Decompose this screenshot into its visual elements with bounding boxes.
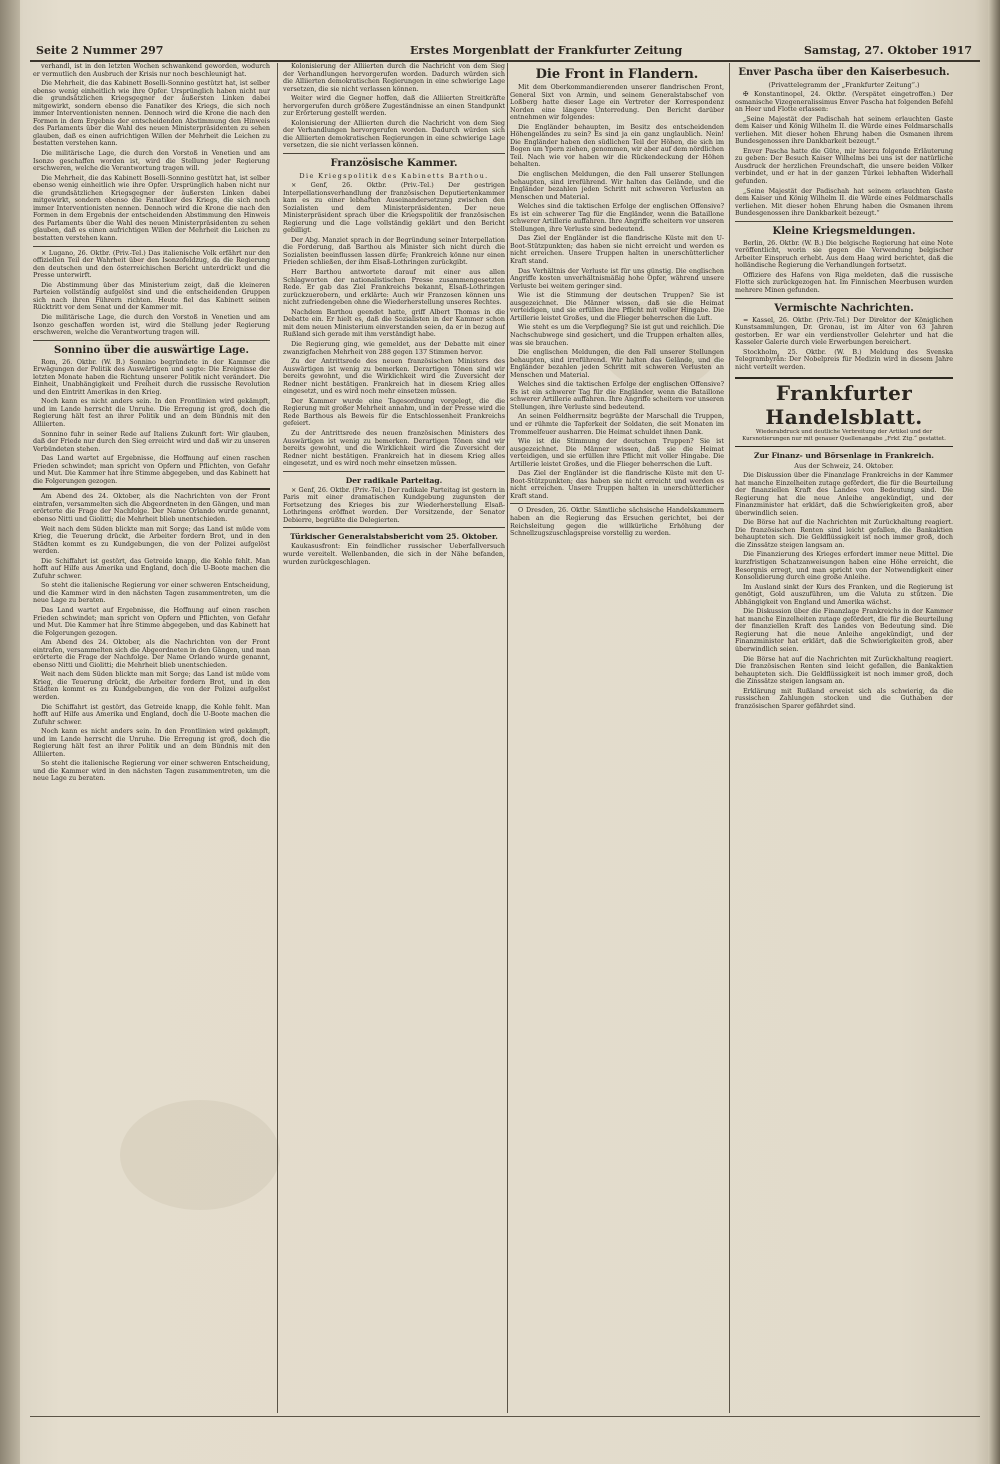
article-paragraph: Das Verhältnis der Verluste ist für uns günstig. Die englischen Angriffe kosten unverhältnismäßig hohe Opfer, während unsere Verluste bei weitem geringer sind. <box>510 266 724 290</box>
section-title: Frankfurter Handelsblatt. <box>765 381 923 430</box>
article-paragraph: O Dresden, 26. Oktbr. Sämtliche sächsische Handelskammern haben an die Regierung das Ersuchen gerichtet, bei der Reichsleitung gegen die willkürliche Erhöhung der Schnellzugszuschlagspreise vorstellig zu werden. <box>510 506 724 538</box>
article-paragraph: Nachdem Barthou geendet hatte, griff Albert Thomas in die Debatte ein. Er hielt es, daß die Sozialisten in der Kammer schon mit dem neuen Ministerium einverstanden seien, da er in bezug auf Rußland sich gerade mit ihm verständigt habe. <box>283 307 505 339</box>
article-paragraph: Rom, 26. Oktbr. (W. B.) Sonnino begründete in der Kammer die Erwägungen der Politik des Auswärtigen und sagte: Die Ereignisse der letzten Monate haben die Richtung unserer Politik nicht verändert. Die Einheit, Unabhängigkeit und Freiheit durch die russische Revolution und den Eintritt Amerikas in den Krieg. <box>33 357 270 396</box>
article-paragraph: Weit nach dem Süden blickte man mit Sorge; das Land ist müde vom Krieg, die Teuerung drückt, die Arbeiter fordern Brot, und in den Städten kommt es zu Kundgebungen, die von der Polizei aufgelöst werden. <box>33 670 270 702</box>
article-headline: Kleine Kriegsmeldungen. <box>772 225 916 237</box>
article-paragraph: × Genf, 26. Oktbr. (Priv.-Tel.) Der gestrigen Interpellationsverhandlung der französischen Deputiertenkammer kam es zu einer lebhaften Auseinandersetzung zwischen den Sozialisten und dem Ministerpräsidenten. Der neue Ministerpräsident sprach über die Kriegspolitik der französischen Regierung und die Lage vollständig geklärt und den Bericht gebilligt. <box>283 181 505 235</box>
article-subheadline: Die Kriegspolitik des Kabinetts Barthou. <box>299 172 489 181</box>
article-paragraph: Die Abstimmung über das Ministerium zeigt, daß die kleineren Parteien vollständig aufgelöst sind und die entscheidenden Gruppen sich nach ihren Führern richten. Heute fiel das Kabinett seinen Rücktritt vor dem Senat und der Kammer mit. <box>33 280 270 312</box>
column-3 <box>510 63 724 1415</box>
article-paragraph: Sonnino fuhr in seiner Rede auf Italiens Zukunft fort: Wir glauben, daß der Friede nur durch den Sieg erreicht wird und daß wir zu unseren Verbündeten stehen. <box>33 429 270 453</box>
article-paragraph: Weit nach dem Süden blickte man mit Sorge; das Land ist müde vom Krieg, die Teuerung drückt, die Arbeiter fordern Brot, und in den Städten kommt es zu Kundgebungen, die von der Polizei aufgelöst werden. <box>33 524 270 556</box>
article-paragraph: Herr Barthou antwortete darauf mit einer aus allen Schlagworten der nationalistischen Presse zusammengesetzten Rede. Er gab das Ziel Frankreichs bekannt, Elsaß-Lothringen zurückzuerobern, und erklärte: Auch wir Franzosen können uns nicht zufriedengeben ohne die Wiederherstellung unseres Rechtes. <box>283 268 505 307</box>
article-paragraph: × Lugano, 26. Oktbr. (Priv.-Tel.) Das italienische Volk erfährt nur den offiziellen Teil der Wahrheit über den Isonzofeldzug, da die Regierung den deutschen und den österreichischen Bericht unterdrückt und die Presse unterwirft. <box>33 248 270 280</box>
article-headline: Zur Finanz- und Börsenlage in Frankreich. <box>753 451 935 460</box>
issue-date: Samstag, 27. Oktober 1917 <box>804 44 972 57</box>
article-paragraph: Im Ausland sinkt der Kurs des Franken, und die Regierung ist genötigt, Gold auszuführen, um die Valuta zu stützen. Die Abhängigkeit von England und Amerika wächst. <box>735 582 953 606</box>
footer-rule <box>30 1416 980 1417</box>
article-paragraph: Kaukasusfront: Ein feindlicher russischer Ueberfallversuch wurde vereitelt. Wellenbanden, die sich in der Nähe befanden, wurden zurückgeschlagen. <box>283 542 505 566</box>
article-paragraph: Wie ist die Stimmung der deutschen Truppen? Sie ist ausgezeichnet. Die Männer wissen, daß sie die Heimat verteidigen, und sie erfüllen ihre Pflicht mit voller Hingabe. Die Artillerie leistet Großes, und die Flieger beherrschen die Luft. <box>510 437 724 468</box>
article-paragraph: Die Finanzierung des Krieges erfordert immer neue Mittel. Die kurzfristigen Schatzanweisungen haben eine Höhe erreicht, die Besorgnis erregt, und man spricht von der Notwendigkeit einer Konsolidierung durch eine große Anleihe. <box>735 550 953 582</box>
article-paragraph: Zu der Antrittsrede des neuen französischen Ministers des Auswärtigen ist wenig zu bemerken. Derartigen Tönen sind wir bereits gewohnt, und die Wirklichkeit wird die Zuversicht der Redner nicht bestätigen. Frankreich hat in diesem Krieg alles eingesetzt, und es wird noch mehr einsetzen müssen. <box>283 428 505 468</box>
article-headline: Sonnino über die auswärtige Lage. <box>54 344 249 356</box>
section-divider <box>33 488 270 490</box>
article-dateline: Aus der Schweiz, 24. Oktober. <box>794 462 894 470</box>
article-paragraph: Noch kann es nicht anders sein. In den Frontlinien wird gekämpft, und im Lande herrscht die Unruhe. Die Erregung ist groß, doch die Regierung hält fest an ihrer Politik und an dem Bündnis mit den Alliierten. <box>33 727 270 758</box>
page-header <box>30 44 980 60</box>
article-paragraph: Welches sind die taktischen Erfolge der englischen Offensive? Es ist ein schwerer Tag für die Engländer, wenn die Bataillone schwerer Artillerie auffahren. Ihre Angriffe scheitern vor unseren Stellungen, ihre Verluste sind bedeutend. <box>510 380 724 411</box>
column-2 <box>283 63 505 1415</box>
newspaper-title: Erstes Morgenblatt der Frankfurter Zeitung <box>410 44 683 57</box>
article-paragraph: = Kassel, 26. Oktbr. (Priv.-Tel.) Der Direktor der Königlichen Kunstsammlungen, Dr. Gronau, ist im Alter von 63 Jahren gestorben. Er war ein verdienstvoller Gelehrter und hat die Kasseler Galerie durch viele Erwerbungen bereichert. <box>735 315 953 347</box>
article-subheadline: (Privattelegramm der „Frankfurter Zeitung“.) <box>768 81 920 89</box>
article-paragraph: Das Land wartet auf Ergebnisse, die Hoffnung auf einen raschen Frieden schwindet; man spricht von Opfern und Pflichten, von Gefahr und Mut. Die Kammer hat ihre Stimme abgegeben, und das Kabinett hat die Folgerungen gezogen. <box>33 606 270 637</box>
section-divider <box>735 221 953 222</box>
article-paragraph: An seinen Feldherrnsitz begrüßte der Marschall die Truppen, und er rühmte die Tapferkeit der Soldaten, die seit Monaten im Trommelfeuer ausharren. Die Heimat schuldet ihnen Dank. <box>510 412 724 436</box>
article-headline: Enver Pascha über den Kaiserbesuch. <box>738 67 950 78</box>
page-number-label: Seite 2 Nummer 297 <box>36 44 164 57</box>
article-paragraph: Der Kammer wurde eine Tagesordnung vorgelegt, die die Regierung mit großer Mehrheit annahm, und in der Presse wird die Rede Barthous als Beweis für die Entschlossenheit Frankreichs gefeiert. <box>283 396 505 428</box>
article-paragraph: Die Mehrheit, die das Kabinett Boselli-Sonnino gestützt hat, ist selber ebenso wenig einheitlich wie ihre Opfer. Ursprünglich haben nicht nur die grundsätzlichen Kriegsgegner der äußersten Linken dabei mitgewirkt, sondern ebenso die Fanatiker des Kriegs, die sich noch immer Interventionisten nennen. Dennoch wird die Krone die nach den Formen in dem Ergebnis der entscheidenden Abstimmung den Hinweis des Parlaments über die Wahl des neuen Ministerpräsidenten zu sehen glauben, daß es einen aufrichtigen Willen der Mehrheit die Leichen zu bestatten verstehen kann. <box>33 79 270 148</box>
article-paragraph: Die Diskussion über die Finanzlage Frankreichs in der Kammer hat manche Einzelheiten zutage gefördert, die für die Beurteilung der finanziellen Kraft des Landes von Bedeutung sind. Die Regierung hat die neue Anleihe angekündigt, und der Finanzminister hat erklärt, daß die Schwierigkeiten groß, aber überwindlich seien. <box>735 607 953 654</box>
column-4 <box>735 63 953 1415</box>
section-notice: Wiederabdruck und deutliche Verbreitung der Artikel und der Kursnotierungen nur mit genauer Quellenangabe „Frkf. Ztg.“ gestattet. <box>742 429 946 443</box>
article-paragraph: Am Abend des 24. Oktober, als die Nachrichten von der Front eintrafen, versammelten sich die Abgeordneten in den Gängen, und man erörterte die Frage der Nachfolge. Der Name Orlando wurde genannt, ebenso Nitti und Giolitti; die Mehrheit blieb unentschieden. <box>33 492 270 523</box>
article-paragraph: Enver Pascha hatte die Güte, mir hierzu folgende Erläuterung zu geben: Der Besuch Kaiser Wilhelms bei uns ist der natürliche Ausdruck der herzlichen Freundschaft, die unsere beiden Völker verbindet, und er hat in der ganzen Türkei lebhaften Widerhall gefunden. <box>735 146 953 186</box>
article-paragraph: Die Schiffahrt ist gestört, das Getreide knapp, die Kohle fehlt. Man hofft auf Hilfe aus Amerika und England, doch die U-Boote machen die Zufuhr schwer. <box>33 556 270 580</box>
article-paragraph: Kolonisierung der Alliierten durch die Nachricht von dem Sieg der Verhandlungen hervorgerufen worden. Dadurch würden sich die Alliierten demokratischen Regierungen in eine schwierige Lage versetzen, die sie nicht verlassen können. <box>283 118 505 150</box>
column-separator <box>277 63 278 1413</box>
article-headline: Der radikale Parteitag. <box>345 475 443 485</box>
article-paragraph: × Genf, 26. Oktbr. (Priv.-Tel.) Der radikale Parteitag ist gestern in Paris mit einer dramatischen Kundgebung zugunsten der Fortsetzung des Krieges bis zur Wiederherstellung Elsaß-Lothringens eröffnet worden. Der Vorsitzende, der Senator Debierre, begrüßte die Delegierten. <box>283 485 505 524</box>
page-right-edge <box>988 0 1000 1464</box>
column-separator <box>507 63 508 1413</box>
article-paragraph: Die militärische Lage, die durch den Vorstoß in Venetien und am Isonzo geschaffen worden ist, wird die Stellung jeder Regierung erschweren, welche die Verantwortung tragen will. <box>33 149 270 173</box>
article-paragraph: „Seine Majestät der Padischah hat seinem erlauchten Gaste dem Kaiser und König Wilhelm II. die Würde eines Feldmarschalls verliehen. Mit dieser hohen Ehrung haben die Osmanen ihrem Bundesgenossen ihre Dankbarkeit bezeugt.“ <box>735 114 953 146</box>
section-divider <box>510 503 724 504</box>
article-paragraph: Offiziere des Hafens von Riga meldeten, daß die russische Flotte sich zurückgezogen hat. Im Finnischen Meerbusen wurden mehrere Minen gefunden. <box>735 270 953 295</box>
article-paragraph: Die Mehrheit, die das Kabinett Boselli-Sonnino gestützt hat, ist selber ebenso wenig einheitlich wie ihre Opfer. Ursprünglich haben nicht nur die grundsätzlichen Kriegsgegner der äußersten Linken dabei mitgewirkt, sondern ebenso die Fanatiker des Kriegs, die sich noch immer Interventionisten nennen. Dennoch wird die Krone die nach den Formen in dem Ergebnis der entscheidenden Abstimmung den Hinweis des Parlaments über die Wahl des neuen Ministerpräsidenten zu sehen glauben, daß es einen aufrichtigen Willen der Mehrheit die Leichen zu bestatten verstehen kann. <box>33 173 270 243</box>
article-paragraph: Noch kann es nicht anders sein. In den Frontlinien wird gekämpft, und im Lande herrscht die Unruhe. Die Erregung ist groß, doch die Regierung hält fest an ihrer Politik und an dem Bündnis mit den Alliierten. <box>33 397 270 428</box>
article-paragraph: Die Engländer behaupten, im Besitz des entscheidenden Höhengeländes zu sein? Es sind ja ein ganz unglaublich. Nein! Die Engländer haben den südlichen Teil der Höhen, die sich im Bogen um Ypern ziehen, genommen, wir aber auf dem nördlichen Teil. Nach wie vor haben wir die Rückendeckung der Höhen behalten. <box>510 122 724 169</box>
article-paragraph: Die militärische Lage, die durch den Vorstoß in Venetien und am Isonzo geschaffen worden ist, wird die Stellung jeder Regierung erschweren, welche die Verantwortung tragen will. <box>33 312 270 337</box>
article-paragraph: Die Schiffahrt ist gestört, das Getreide knapp, die Kohle fehlt. Man hofft auf Hilfe aus Amerika und England, doch die U-Boote machen die Zufuhr schwer. <box>33 702 270 726</box>
article-paragraph: Welches sind die taktischen Erfolge der englischen Offensive? Es ist ein schwerer Tag für die Engländer, wenn die Bataillone schwerer Artillerie auffahren. Ihre Angriffe scheitern vor unseren Stellungen, ihre Verluste sind bedeutend. <box>510 202 724 233</box>
section-divider <box>283 527 505 528</box>
article-paragraph: Das Ziel der Engländer ist die flandrische Küste mit den U-Boot-Stützpunkten; das haben sie nicht erreicht und werden es nicht erreichen. Unsere Truppen halten in unerschütterlicher Kraft stand. <box>510 234 724 266</box>
section-divider <box>33 246 270 247</box>
article-paragraph: Mit dem Oberkommandierenden unserer flandrischen Front, General Sixt von Armin, und seinem Generalstabschef von Loßberg hatte dieser Lage ein Vertreter der Korrespondenz Norden eine längere Unterredung. Den Bericht darüber entnehmen wir folgendes: <box>510 83 724 122</box>
article-paragraph: So steht die italienische Regierung vor einer schweren Entscheidung, und die Kammer wird in den nächsten Tagen zusammentreten, um die neue Lage zu beraten. <box>33 759 270 783</box>
article-paragraph: Erklärung mit Rußland erweist sich als schwierig, da die russischen Zahlungen stocken und die Guthaben der französischen Sparer gefährdet sind. <box>735 686 953 710</box>
article-paragraph: Kolonisierung der Alliierten durch die Nachricht von dem Sieg der Verhandlungen hervorgerufen worden. Dadurch würden sich die Alliierten demokratischen Regierungen in eine schwierige Lage versetzen, die sie nicht verlassen können. <box>283 63 505 93</box>
article-paragraph: Das Ziel der Engländer ist die flandrische Küste mit den U-Boot-Stützpunkten; das haben sie nicht erreicht und werden es nicht erreichen. Unsere Truppen halten in unerschütterlicher Kraft stand. <box>510 469 724 500</box>
article-paragraph: Die Börse hat auf die Nachrichten mit Zurückhaltung reagiert. Die französischen Renten sind leicht gefallen, die Bankaktien behaupteten sich. Die Geldflüssigkeit ist noch immer groß, doch die Zinssätze steigen langsam an. <box>735 518 953 549</box>
book-binding-edge <box>0 0 20 1464</box>
article-paragraph: Wie steht es um die Verpflegung? Sie ist gut und reichlich. Die Nachschubwege sind gesichert, und die Truppen erhalten alles, was sie brauchen. <box>510 323 724 347</box>
article-paragraph: Die Diskussion über die Finanzlage Frankreichs in der Kammer hat manche Einzelheiten zutage gefördert, die für die Beurteilung der finanziellen Kraft des Landes von Bedeutung sind. Die Regierung hat die neue Anleihe angekündigt, und der Finanzminister hat erklärt, daß die Schwierigkeiten groß, aber überwindlich seien. <box>735 471 953 517</box>
article-headline: Französische Kammer. <box>330 158 458 170</box>
article-headline: Türkischer Generalstabsbericht vom 25. Oktober. <box>290 532 498 542</box>
section-divider <box>283 471 505 472</box>
article-paragraph: So steht die italienische Regierung vor einer schweren Entscheidung, und die Kammer wird in den nächsten Tagen zusammentreten, um die neue Lage zu beraten. <box>33 581 270 605</box>
section-divider <box>33 340 270 341</box>
article-paragraph: Weiter wird die Gegner hoffen, daß die Alliierten Streitkräfte hervorgerufen durch größere Zugeständnisse an einen Standpunkt zur Erörterung gestellt werden. <box>283 94 505 118</box>
article-paragraph: ✠ Konstantinopel, 24. Oktbr. (Verspätet eingetroffen.) Der osmanische Vizegeneralissimus Enver Pascha hat folgenden Befehl an Heer und Flotte erlassen: <box>735 90 953 114</box>
article-paragraph: Der Abg. Manziet sprach in der Begründung seiner Interpellation die Forderung, daß Barthou als Minister sich nicht durch die Sozialisten beeinflussen lassen dürfe; Frankreich könne nur einen Frieden schließen, der ihm Elsaß-Lothringen zurückgibt. <box>283 235 505 267</box>
section-divider <box>283 153 505 154</box>
header-rule <box>30 60 980 62</box>
section-masthead <box>735 377 953 447</box>
article-paragraph: verhandl, ist in den letzten Wochen schwankend geworden, wodurch er vermutlich den Ausbruch der Krisis nur noch beschleunigt hat. <box>33 63 270 78</box>
article-paragraph: Berlin, 26. Oktbr. (W. B.) Die belgische Regierung hat eine Note veröffentlicht, worin sie gegen die Verwendung belgischer Arbeiter Einspruch erhebt. Aus dem Haag wird berichtet, daß die holländische Regierung die Verhandlungen fortsetzt. <box>735 238 953 270</box>
article-paragraph: Zu der Antrittsrede des neuen französischen Ministers des Auswärtigen ist wenig zu bemerken. Derartigen Tönen sind wir bereits gewohnt, und die Wirklichkeit wird die Zuversicht der Redner nicht bestätigen. Frankreich hat in diesem Krieg alles eingesetzt, und es wird noch mehr einsetzen müssen. <box>283 357 505 396</box>
column-1 <box>33 63 270 1415</box>
article-headline: Vermischte Nachrichten. <box>774 302 914 314</box>
article-paragraph: Die englischen Meldungen, die den Fall unserer Stellungen behaupten, sind irreführend. Wir halten das Gelände, und die Engländer bezahlen jeden Schritt mit schweren Verlusten an Menschen und Material. <box>510 348 724 379</box>
article-paragraph: Das Land wartet auf Ergebnisse, die Hoffnung auf einen raschen Frieden schwindet; man spricht von Opfern und Pflichten, von Gefahr und Mut. Die Kammer hat ihre Stimme abgegeben, und das Kabinett hat die Folgerungen gezogen. <box>33 454 270 485</box>
article-paragraph: Stockholm, 25. Oktbr. (W. B.) Meldung des Svenska Telegrambyrån: Der Nobelpreis für Medizin wird in diesem Jahre nicht verteilt werden. <box>735 347 953 371</box>
article-headline: Die Front in Flandern. <box>535 67 699 82</box>
article-paragraph: Die englischen Meldungen, die den Fall unserer Stellungen behaupten, sind irreführend. Wir halten das Gelände, und die Engländer bezahlen jeden Schritt mit schweren Verlusten an Menschen und Material. <box>510 170 724 201</box>
section-divider <box>735 298 953 299</box>
article-paragraph: Wie ist die Stimmung der deutschen Truppen? Sie ist ausgezeichnet. Die Männer wissen, daß sie die Heimat verteidigen, und sie erfüllen ihre Pflicht mit voller Hingabe. Die Artillerie leistet Großes, und die Flieger beherrschen die Luft. <box>510 291 724 322</box>
column-separator <box>729 63 730 1413</box>
article-paragraph: Die Regierung ging, wie gemeldet, aus der Debatte mit einer zwanzigfachen Mehrheit von 288 gegen 137 Stimmen hervor. <box>283 339 505 356</box>
article-paragraph: Am Abend des 24. Oktober, als die Nachrichten von der Front eintrafen, versammelten sich die Abgeordneten in den Gängen, und man erörterte die Frage der Nachfolge. Der Name Orlando wurde genannt, ebenso Nitti und Giolitti; die Mehrheit blieb unentschieden. <box>33 638 270 669</box>
article-paragraph: „Seine Majestät der Padischah hat seinem erlauchten Gaste dem Kaiser und König Wilhelm II. die Würde eines Feldmarschalls verliehen. Mit dieser hohen Ehrung haben die Osmanen ihrem Bundesgenossen ihre Dankbarkeit bezeugt.“ <box>735 186 953 218</box>
article-paragraph: Die Börse hat auf die Nachrichten mit Zurückhaltung reagiert. Die französischen Renten sind leicht gefallen, die Bankaktien behaupteten sich. Die Geldflüssigkeit ist noch immer groß, doch die Zinssätze steigen langsam an. <box>735 654 953 686</box>
